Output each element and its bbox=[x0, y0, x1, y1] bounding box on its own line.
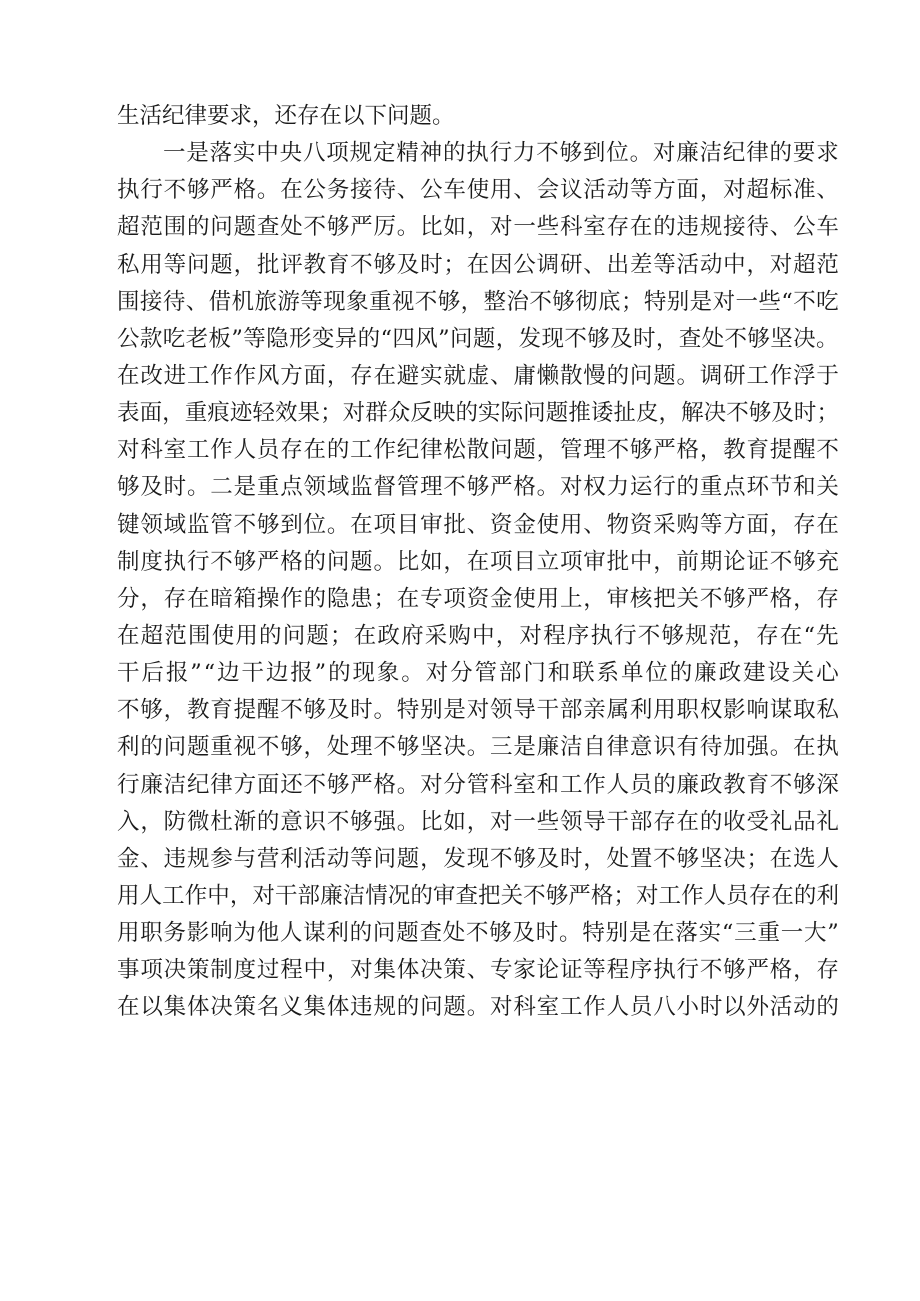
text-line: 生活纪律要求，还存在以下问题。 bbox=[117, 103, 455, 129]
text-line: 事 项 决 策 制 度 过 程 中 ， 对 集 体 决 策 、 专 家 论 证 等 程 序 执 行 不 够 严 格 ， 存 bbox=[117, 957, 839, 984]
text-line: 一 是 落 实 中 央 八 项 规 定 精 神 的 执 行 力 不 够 到 位 。 对 廉 洁 纪 律 的 要 求 bbox=[163, 140, 839, 167]
text-line: 干 后 报 ” “ 边 干 边 报 ” 的 现 象 。 对 分 管 部 门 和 联 系 单 位 的 廉 政 建 设 关 心 bbox=[117, 660, 839, 687]
text-line: 不 够 ， 教 育 提 醒 不 够 及 时 。 特 别 是 对 领 导 干 部 亲 属 利 用 职 权 影 响 谋 取 私 bbox=[117, 697, 839, 724]
text-line: 在 以 集 体 决 策 名 义 集 体 违 规 的 问 题 。 对 科 室 工 作 人 员 八 小 时 以 外 活 动 的 bbox=[117, 994, 839, 1021]
text-line: 金 、 违 规 参 与 营 利 活 动 等 问 题 ， 发 现 不 够 及 时 ， 处 置 不 够 坚 决 ； 在 选 人 bbox=[117, 845, 839, 872]
text-line: 公 款 吃 老 板 ” 等 隐 形 变 异 的 “ 四 风 ” 问 题 ， 发 现 不 够 及 时 ， 查 处 不 够 坚 决 。 bbox=[117, 325, 839, 352]
text-line: 对 科 室 工 作 人 员 存 在 的 工 作 纪 律 松 散 问 题 ， 管 理 不 够 严 格 ， 教 育 提 醒 不 bbox=[117, 437, 839, 464]
text-line: 分 ， 存 在 暗 箱 操 作 的 隐 患 ； 在 专 项 资 金 使 用 上 ， 审 核 把 关 不 够 严 格 ， 存 bbox=[117, 585, 839, 612]
text-line: 在 改 进 工 作 作 风 方 面 ， 存 在 避 实 就 虚 、 庸 懒 散 慢 的 问 题 。 调 研 工 作 浮 于 bbox=[117, 362, 839, 389]
text-line: 用 人 工 作 中 ， 对 干 部 廉 洁 情 况 的 审 查 把 关 不 够 严 格 ； 对 工 作 人 员 存 在 的 利 bbox=[117, 882, 839, 909]
text-line: 执 行 不 够 严 格 。 在 公 务 接 待 、 公 车 使 用 、 会 议 活 动 等 方 面 ， 对 超 标 准 、 bbox=[117, 177, 839, 204]
text-line: 入 ， 防 微 杜 渐 的 意 识 不 够 强 。 比 如 ， 对 一 些 领 导 干 部 存 在 的 收 受 礼 品 礼 bbox=[117, 808, 839, 835]
text-line: 在 超 范 围 使 用 的 问 题 ； 在 政 府 采 购 中 ， 对 程 序 执 行 不 够 规 范 ， 存 在 “ 先 bbox=[117, 622, 839, 649]
text-line: 超 范 围 的 问 题 查 处 不 够 严 厉 。 比 如 ， 对 一 些 科 室 存 在 的 违 规 接 待 、 公 车 bbox=[117, 214, 839, 241]
text-line: 行 廉 洁 纪 律 方 面 还 不 够 严 格 。 对 分 管 科 室 和 工 作 人 员 的 廉 政 教 育 不 够 深 bbox=[117, 771, 839, 798]
text-line: 表 面 ， 重 痕 迹 轻 效 果 ； 对 群 众 反 映 的 实 际 问 题 推 诿 扯 皮 ， 解 决 不 够 及 时 ； bbox=[117, 400, 839, 427]
text-line: 制 度 执 行 不 够 严 格 的 问 题 。 比 如 ， 在 项 目 立 项 审 批 中 ， 前 期 论 证 不 够 充 bbox=[117, 548, 839, 575]
body-text bbox=[117, 98, 839, 1027]
text-line: 私 用 等 问 题 ， 批 评 教 育 不 够 及 时 ； 在 因 公 调 研 、 出 差 等 活 动 中 ， 对 超 范 bbox=[117, 251, 839, 278]
text-line: 用 职 务 影 响 为 他 人 谋 利 的 问 题 查 处 不 够 及 时 。 特 别 是 在 落 实 “ 三 重 一 大 ” bbox=[117, 920, 839, 947]
text-line: 利 的 问 题 重 视 不 够 ， 处 理 不 够 坚 决 。 三 是 廉 洁 自 律 意 识 有 待 加 强 。 在 执 bbox=[117, 734, 839, 761]
text-line: 键 领 域 监 管 不 够 到 位 。 在 项 目 审 批 、 资 金 使 用 、 物 资 采 购 等 方 面 ， 存 在 bbox=[117, 511, 839, 538]
text-line: 围 接 待 、 借 机 旅 游 等 现 象 重 视 不 够 ， 整 治 不 够 彻 底 ； 特 别 是 对 一 些 “ 不 吃 bbox=[117, 288, 839, 315]
text-line: 够 及 时 。 二 是 重 点 领 域 监 督 管 理 不 够 严 格 。 对 权 力 运 行 的 重 点 环 节 和 关 bbox=[117, 474, 839, 501]
